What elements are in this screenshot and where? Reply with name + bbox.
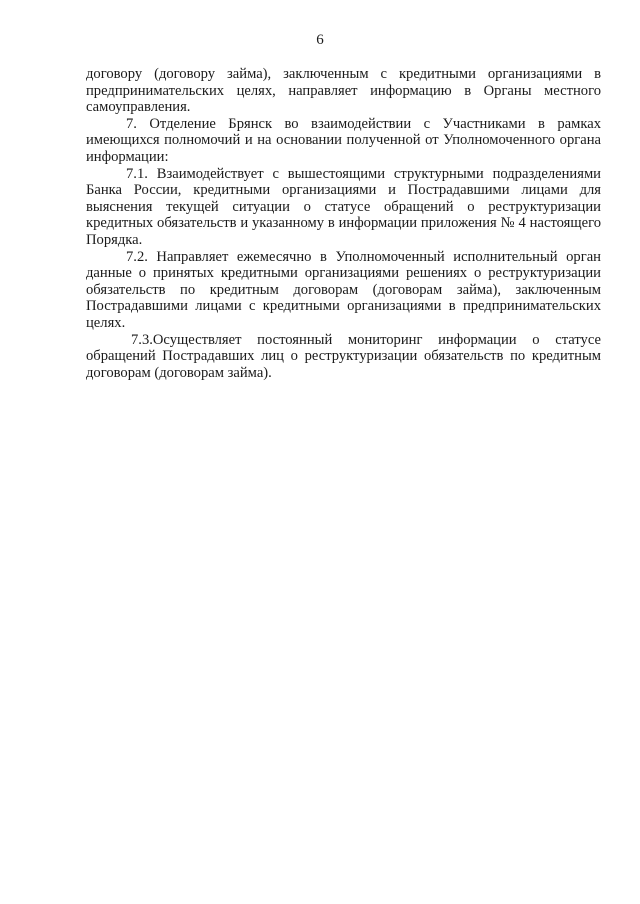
paragraph-section-7: 7. Отделение Брянск во взаимодействии с Участниками в рамках имеющихся полномочий и на основании полученной от Уполномоченного органа информации: bbox=[86, 115, 601, 165]
document-body bbox=[86, 66, 601, 381]
paragraph-item-7-1: 7.1. Взаимодействует с вышестоящими структурными подразделениями Банка России, кредитными организациями и Пострадавшими лицами для выяснения текущей ситуации о статусе обращений о реструктуризации кредитных обязательств и указанному в информации приложения № 4 настоящего Порядка. bbox=[86, 165, 601, 248]
page-number: 6 bbox=[316, 32, 324, 48]
paragraph-continuation: договору (договору займа), заключенным с кредитными организациями в предпринимательских целях, направляет информацию в Органы местного самоуправления. bbox=[86, 66, 601, 116]
paragraph-item-7-3: 7.3.Осуществляет постоянный мониторинг информации о статусе обращений Пострадавших лиц о реструктуризации обязательств по кредитным договорам (договорам займа). bbox=[86, 331, 601, 381]
paragraph-item-7-2: 7.2. Направляет ежемесячно в Уполномоченный исполнительный орган данные о принятых кредитными организациями решениях о реструктуризации обязательств по кредитным договорам (договорам займа), заключенным Пострадавшими лицами с кредитными организациями в предпринимательских целях. bbox=[86, 248, 601, 331]
